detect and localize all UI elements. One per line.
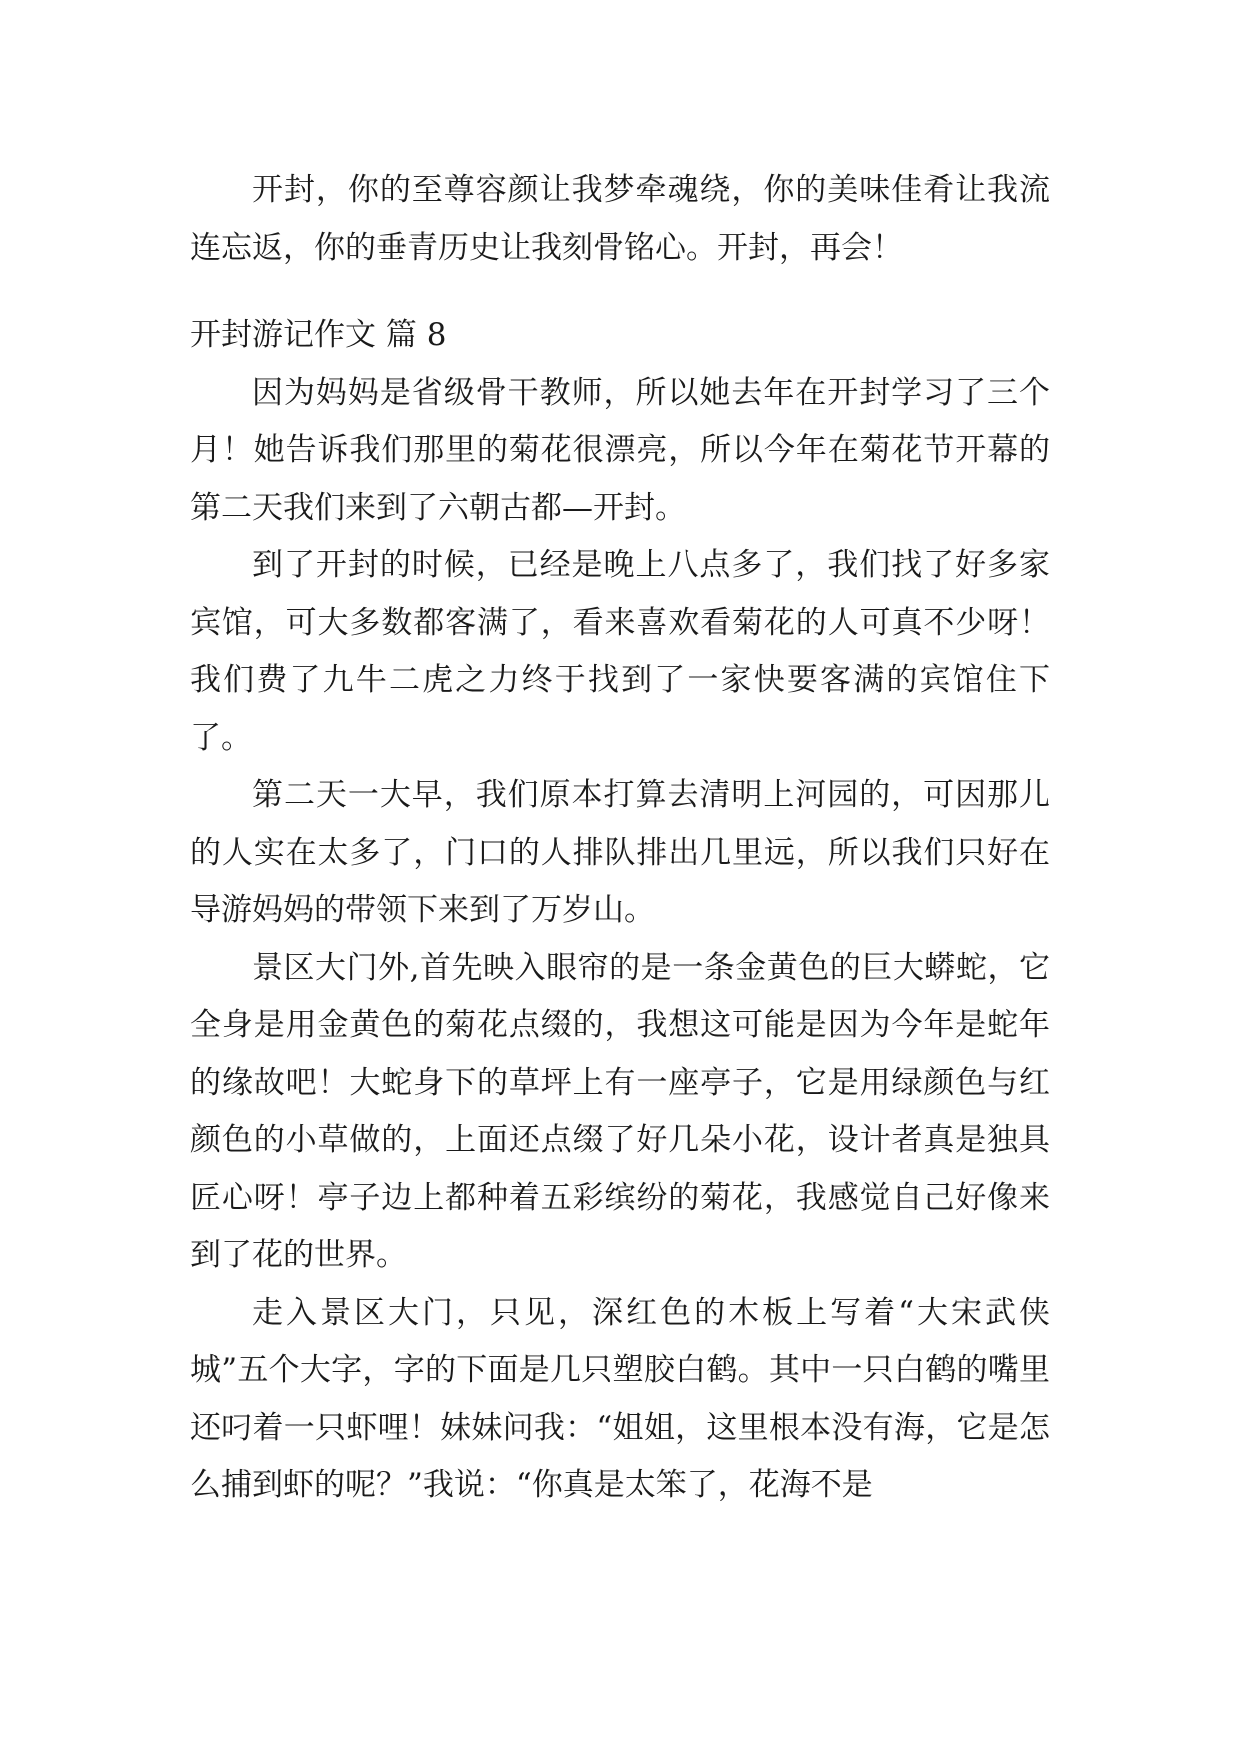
section-spacer — [190, 277, 1050, 307]
paragraph: 第二天一大早，我们原本打算去清明上河园的，可因那儿的人实在太多了，门口的人排队排出几里远，所以我们只好在导游妈妈的带领下来到了万岁山。 — [190, 777, 1050, 928]
opening-paragraph: 开封，你的至尊容颜让我梦牵魂绕，你的美味佳肴让我流连忘返，你的垂青历史让我刻骨铭心。开封，再会！ — [190, 172, 1050, 266]
paragraph: 因为妈妈是省级骨干教师，所以她去年在开封学习了三个月！她告诉我们那里的菊花很漂亮，所以今年在菊花节开幕的第二天我们来到了六朝古都—开封。 — [190, 374, 1050, 526]
section-title: 开封游记作文 篇 8 — [190, 317, 447, 353]
paragraph: 到了开封的时候，已经是晚上八点多了，我们找了好多家宾馆，可大多数都客满了，看来喜欢看菊花的人可真不少呀！我们费了九牛二虎之力终于找到了一家快要客满的宾馆住下了。 — [190, 547, 1050, 756]
paragraph: 景区大门外,首先映入眼帘的是一条金黄色的巨大蟒蛇，它全身是用金黄色的菊花点缀的，我想这可能是因为今年是蛇年的缘故吧！大蛇身下的草坪上有一座亭子，它是用绿颜色与红颜色的小草做的，上面还点缀了好几朵小花，设计者真是独具匠心呀！亭子边上都种着五彩缤纷的菊花，我感觉自己好像来到了花的世界。 — [190, 949, 1050, 1273]
paragraph: 走入景区大门，只见，深红色的木板上写着“大宋武侠城”五个大字，字的下面是几只塑胶白鹤。其中一只白鹤的嘴里还叼着一只虾哩！妹妹问我：“姐姐，这里根本没有海，它是怎么捕到虾的呢？”我说：“你真是太笨了，花海不是 — [190, 1294, 1050, 1503]
document-body — [190, 162, 1050, 1515]
